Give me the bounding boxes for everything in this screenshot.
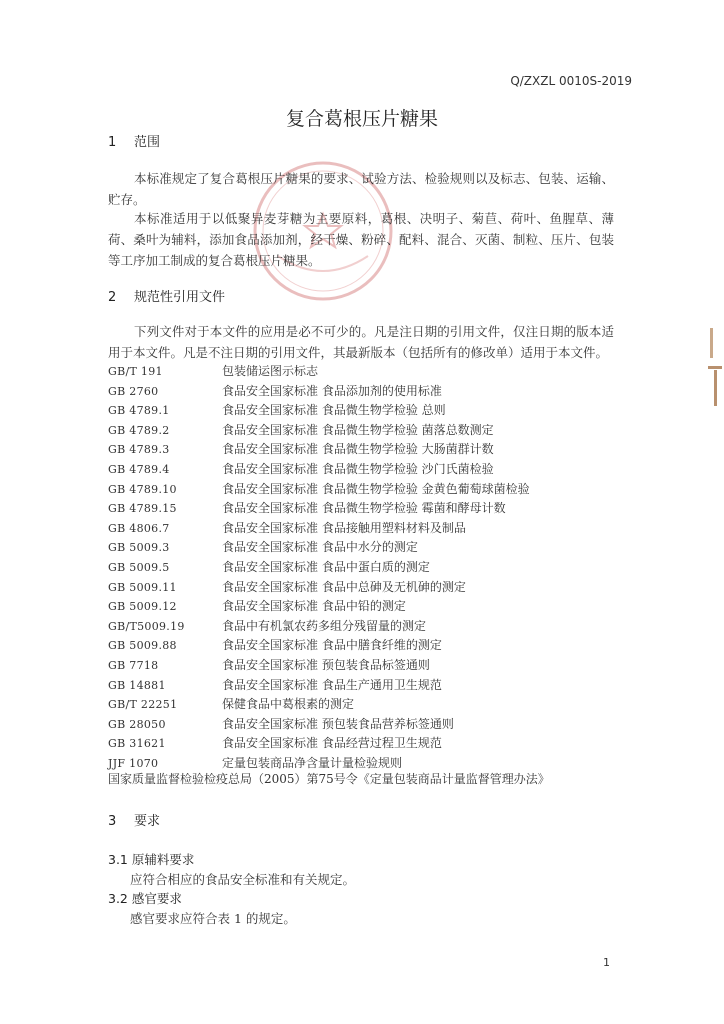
reference-title: 食品安全国家标准 食品经营过程卫生规范	[222, 736, 442, 751]
reference-title: 食品安全国家标准 食品微生物学检验 金黄色葡萄球菌检验	[222, 481, 530, 496]
reference-code: GB 4789.10	[108, 482, 177, 496]
references-list	[108, 362, 618, 773]
reference-title: 食品安全国家标准 食品微生物学检验 霉菌和酵母计数	[222, 501, 506, 516]
subsection-3-2-heading: 3.2 感官要求	[108, 891, 182, 906]
reference-row	[108, 597, 618, 617]
reference-row	[108, 558, 618, 578]
section-1-heading	[108, 131, 160, 150]
reference-code: GB 4789.3	[108, 443, 170, 457]
section-title: 要求	[134, 814, 161, 829]
reference-row	[108, 617, 618, 637]
reference-title: 食品安全国家标准 食品微生物学检验 沙门氏菌检验	[222, 461, 494, 476]
section-title: 规范性引用文件	[134, 290, 226, 305]
reference-regulation: 国家质量监督检验检疫总局（2005）第75号令《定量包装商品计量监督管理办法》	[108, 772, 550, 786]
reference-code: GB 5009.12	[108, 600, 177, 614]
scope-paragraph-1: 本标准规定了复合葛根压片糖果的要求、试验方法、检验规则以及标志、包装、运输、贮存。	[108, 171, 614, 207]
page-edge-mark	[702, 326, 724, 412]
reference-row	[108, 362, 618, 382]
reference-row	[108, 695, 618, 715]
reference-row	[108, 676, 618, 696]
reference-title: 食品安全国家标准 食品中铅的测定	[222, 599, 406, 614]
reference-code: GB 5009.3	[108, 541, 170, 555]
reference-row	[108, 480, 618, 500]
section-2-heading	[108, 286, 225, 305]
reference-title: 食品安全国家标准 食品微生物学检验 菌落总数测定	[222, 422, 494, 437]
reference-title: 食品安全国家标准 食品中总砷及无机砷的测定	[222, 579, 466, 594]
reference-code: GB 5009.88	[108, 639, 177, 653]
section-3-heading	[108, 810, 160, 829]
reference-title: 食品安全国家标准 食品微生物学检验 总则	[222, 403, 446, 418]
reference-title: 食品安全国家标准 预包装食品营养标签通则	[222, 716, 454, 731]
reference-row	[108, 538, 618, 558]
reference-code: GB 4789.15	[108, 502, 177, 516]
reference-code: GB 4789.4	[108, 462, 170, 476]
scope-paragraph-2: 本标准适用于以低聚异麦芽糖为主要原料，葛根、决明子、菊苣、荷叶、鱼腥草、薄荷、桑叶为辅料，添加食品添加剂，经干燥、粉碎、配料、混合、灭菌、制粒、压片、包装等工序加工制成的复合葛根压片糖果。	[108, 211, 614, 268]
document-title: 复合葛根压片糖果	[285, 108, 438, 130]
reference-code: GB/T 191	[108, 365, 163, 378]
reference-row	[108, 382, 618, 402]
reference-title: 包装储运图示标志	[222, 364, 319, 378]
reference-row	[108, 460, 618, 480]
reference-row	[108, 656, 618, 676]
reference-row	[108, 715, 618, 735]
subsection-3-2-text: 感官要求应符合表 1 的规定。	[130, 911, 296, 926]
document-code: Q/ZXZL 0010S-2019	[510, 74, 632, 88]
references-intro: 下列文件对于本文件的应用是必不可少的。凡是注日期的引用文件，仅注日期的版本适用于本文件。凡是不注日期的引用文件，其最新版本（包括所有的修改单）适用于本文件。	[108, 324, 614, 360]
reference-code: GB/T 22251	[108, 698, 178, 712]
reference-title: 保健食品中葛根素的测定	[222, 697, 355, 712]
reference-row	[108, 401, 618, 421]
reference-title: 食品安全国家标准 食品生产通用卫生规范	[222, 677, 442, 692]
reference-code: GB 2760	[108, 384, 159, 398]
reference-title: 食品安全国家标准 食品中蛋白质的测定	[222, 559, 430, 574]
reference-row	[108, 734, 618, 754]
reference-code: GB 7718	[108, 658, 159, 672]
reference-row	[108, 421, 618, 441]
reference-row	[108, 636, 618, 656]
reference-row	[108, 440, 618, 460]
reference-title: 食品安全国家标准 食品接触用塑料材料及制品	[222, 520, 466, 535]
reference-code: GB 5009.11	[108, 580, 177, 594]
page-number: 1	[603, 956, 610, 969]
reference-code: GB 4789.1	[108, 404, 170, 418]
subsection-3-1-text: 应符合相应的食品安全标准和有关规定。	[130, 872, 356, 887]
reference-code: GB 4806.7	[108, 521, 170, 535]
reference-code: JJF 1070	[108, 756, 159, 770]
reference-title: 食品中有机氯农药多组分残留量的测定	[222, 618, 427, 633]
reference-code: GB/T5009.19	[108, 619, 185, 633]
reference-title: 食品安全国家标准 预包装食品标签通则	[222, 657, 430, 672]
reference-row	[108, 578, 618, 598]
reference-code: GB 5009.5	[108, 560, 170, 574]
reference-code: GB 14881	[108, 678, 166, 692]
section-number: 2	[108, 290, 117, 305]
reference-row	[108, 499, 618, 519]
reference-code: GB 28050	[108, 717, 166, 731]
section-title: 范围	[134, 135, 161, 150]
reference-title: 定量包装商品净含量计量检验规则	[222, 755, 403, 770]
subsection-3-1-heading: 3.1 原辅料要求	[108, 852, 195, 867]
section-number: 1	[108, 135, 117, 150]
reference-code: GB 4789.2	[108, 423, 170, 437]
reference-title: 食品安全国家标准 食品中膳食纤维的测定	[222, 638, 442, 653]
reference-row	[108, 519, 618, 539]
section-number: 3	[108, 814, 117, 829]
reference-code: GB 31621	[108, 737, 166, 751]
reference-title: 食品安全国家标准 食品添加剂的使用标准	[222, 383, 442, 398]
reference-title: 食品安全国家标准 食品中水分的测定	[222, 540, 418, 555]
reference-title: 食品安全国家标准 食品微生物学检验 大肠菌群计数	[222, 442, 494, 457]
